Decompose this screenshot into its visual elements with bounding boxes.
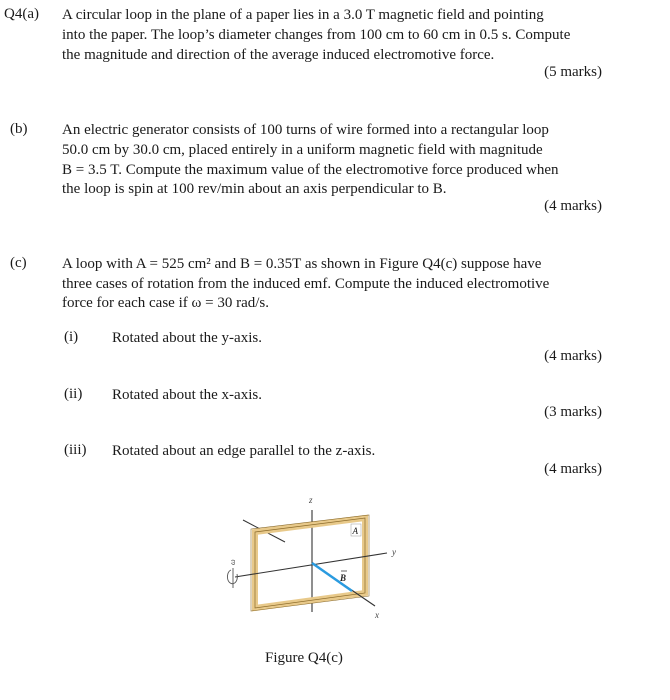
y-axis-label: y xyxy=(392,547,396,557)
figure-q4c xyxy=(215,490,415,630)
q4a-marks: (5 marks) xyxy=(544,64,602,80)
omega-label: ω xyxy=(228,559,237,565)
part-iii-marks: (4 marks) xyxy=(544,461,602,477)
q4c-line-3: force for each case if ω = 30 rad/s. xyxy=(62,295,269,311)
part-ii-label: (ii) xyxy=(64,386,83,402)
part-i-marks: (4 marks) xyxy=(544,348,602,364)
q4a-line-3: the magnitude and direction of the average induced electromotive force. xyxy=(62,47,495,63)
q4b-line-4: the loop is spin at 100 rev/min about an axis perpendicular to B. xyxy=(62,181,447,197)
loop-outer xyxy=(255,518,365,608)
part-i-label: (i) xyxy=(64,329,79,345)
part-iii-text: Rotated about an edge parallel to the z-axis. xyxy=(112,443,376,459)
x-axis-label: x xyxy=(375,610,379,620)
b-field-label: B xyxy=(340,573,347,583)
part-i-text: Rotated about the y-axis. xyxy=(112,330,262,346)
part-ii-marks: (3 marks) xyxy=(544,404,602,420)
q4b-marks: (4 marks) xyxy=(544,198,602,214)
area-label: A xyxy=(352,526,358,536)
q4a-line-2: into the paper. The loop’s diameter changes from 100 cm to 60 cm in 0.5 s. Compute xyxy=(62,27,571,43)
q4c-line-2: three cases of rotation from the induced emf. Compute the induced electromotive xyxy=(62,276,550,292)
q4b-line-1: An electric generator consists of 100 turns of wire formed into a rectangular loop xyxy=(62,122,549,138)
part-ii-text: Rotated about the x-axis. xyxy=(112,387,262,403)
q4a-line-1: A circular loop in the plane of a paper lies in a 3.0 T magnetic field and pointing xyxy=(62,7,544,23)
figure-caption: Figure Q4(c) xyxy=(265,650,343,666)
q4b-line-2: 50.0 cm by 30.0 cm, placed entirely in a uniform magnetic field with magnitude xyxy=(62,142,543,158)
q4b-label: (b) xyxy=(10,121,28,137)
part-iii-label: (iii) xyxy=(64,442,87,458)
q4c-label: (c) xyxy=(10,255,27,271)
q4b-line-3: B = 3.5 T. Compute the maximum value of the electromotive force produced when xyxy=(62,162,559,178)
q4c-line-1: A loop with A = 525 cm² and B = 0.35T as shown in Figure Q4(c) suppose have xyxy=(62,256,542,272)
z-axis-label: z xyxy=(309,495,313,505)
q4a-label: Q4(a) xyxy=(4,6,39,22)
